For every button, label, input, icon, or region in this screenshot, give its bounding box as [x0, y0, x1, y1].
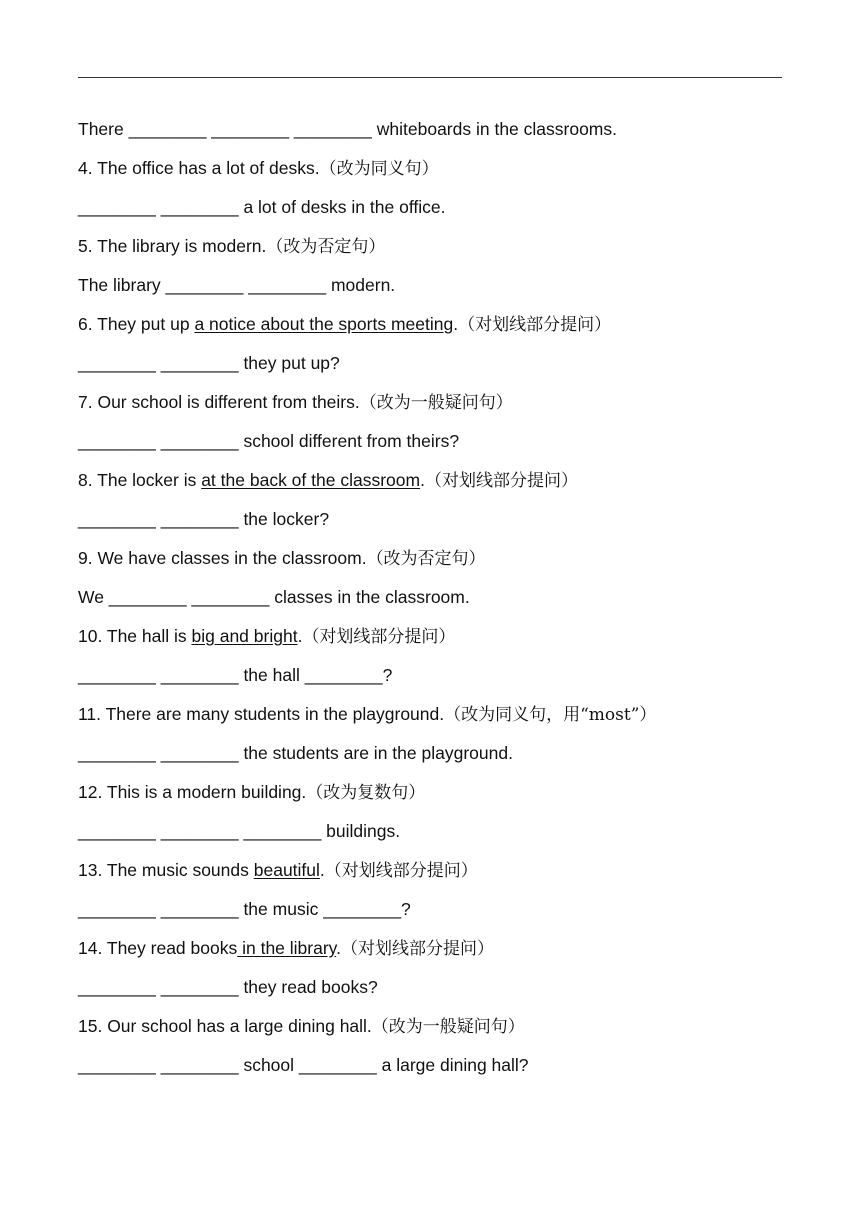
line-text: .	[336, 938, 341, 958]
underlined-phrase: big and bright	[191, 626, 298, 646]
line-text: 11. There are many students in the playground.	[78, 704, 445, 724]
line-text: ________ ________ they read books?	[78, 977, 378, 997]
line-text: ________ ________ they put up?	[78, 353, 340, 373]
question-line	[78, 1011, 778, 1050]
instruction-note: （改为否定句）	[366, 549, 486, 569]
line-text: 13. The music sounds	[78, 860, 254, 880]
underlined-phrase: a notice about the sports meeting	[194, 314, 454, 334]
answer-line	[78, 660, 778, 699]
line-text: ________ ________ ________ buildings.	[78, 821, 401, 841]
instruction-note: （改为否定句）	[266, 237, 386, 257]
instruction-note: （对划线部分提问）	[324, 861, 478, 881]
question-line	[78, 699, 778, 738]
answer-line	[78, 426, 778, 465]
answer-line	[78, 972, 778, 1011]
line-text: We ________ ________ classes in the classroom.	[78, 587, 470, 607]
underlined-phrase: at the back of the classroom	[201, 470, 421, 490]
question-line	[78, 387, 778, 426]
question-line	[78, 231, 778, 270]
line-text: 4. The office has a lot of desks.	[78, 158, 320, 178]
line-text: The library ________ ________ modern.	[78, 275, 396, 295]
line-text: 9. We have classes in the classroom.	[78, 548, 367, 568]
answer-line	[78, 114, 778, 153]
exercise-lines	[78, 114, 778, 1089]
line-text: 15. Our school has a large dining hall.	[78, 1016, 372, 1036]
question-line	[78, 933, 778, 972]
line-text: 8. The locker is	[78, 470, 202, 490]
answer-line	[78, 816, 778, 855]
line-text: There ________ ________ ________ whiteboards in the classrooms.	[78, 119, 617, 139]
line-text: ________ ________ the locker?	[78, 509, 330, 529]
question-line	[78, 465, 778, 504]
question-line	[78, 543, 778, 582]
instruction-note: （改为复数句）	[306, 783, 426, 803]
question-line	[78, 309, 778, 348]
line-text: 14. They read books	[78, 938, 238, 958]
line-text: ________ ________ the hall ________?	[78, 665, 393, 685]
line-text: 7. Our school is different from theirs.	[78, 392, 360, 412]
question-line	[78, 153, 778, 192]
line-text: .	[297, 626, 303, 646]
answer-line	[78, 738, 778, 777]
underlined-phrase: beautiful	[253, 860, 320, 880]
instruction-note: （改为一般疑问句）	[359, 393, 513, 413]
question-line	[78, 855, 778, 894]
line-text: ________ ________ school ________ a large dining hall?	[78, 1055, 529, 1075]
answer-line	[78, 192, 778, 231]
instruction-note: （对划线部分提问）	[341, 939, 494, 959]
question-line	[78, 777, 778, 816]
line-text: ________ ________ a lot of desks in the office.	[78, 197, 446, 217]
line-text: 10. The hall is	[78, 626, 192, 646]
instruction-note: （改为同义句，用“most”）	[444, 705, 657, 725]
header-rule	[78, 77, 782, 78]
answer-line	[78, 270, 778, 309]
answer-line	[78, 348, 778, 387]
line-text: 5. The library is modern.	[78, 236, 267, 256]
line-text: 6. They put up	[78, 314, 195, 334]
line-text: ________ ________ the music ________?	[78, 899, 411, 919]
instruction-note: （对划线部分提问）	[424, 471, 578, 491]
instruction-note: （对划线部分提问）	[458, 315, 612, 335]
line-text: .	[453, 314, 459, 334]
line-text: .	[420, 470, 425, 490]
instruction-note: （改为同义句）	[319, 159, 439, 179]
answer-line	[78, 582, 778, 621]
question-line	[78, 621, 778, 660]
instruction-note: （改为一般疑问句）	[371, 1017, 525, 1037]
underlined-phrase: in the library	[237, 938, 337, 958]
instruction-note: （对划线部分提问）	[302, 627, 456, 647]
line-text: .	[319, 860, 325, 880]
line-text: 12. This is a modern building.	[78, 782, 307, 802]
answer-line	[78, 1050, 778, 1089]
line-text: ________ ________ school different from theirs?	[78, 431, 460, 451]
answer-line	[78, 894, 778, 933]
line-text: ________ ________ the students are in the playground.	[78, 743, 513, 763]
answer-line	[78, 504, 778, 543]
